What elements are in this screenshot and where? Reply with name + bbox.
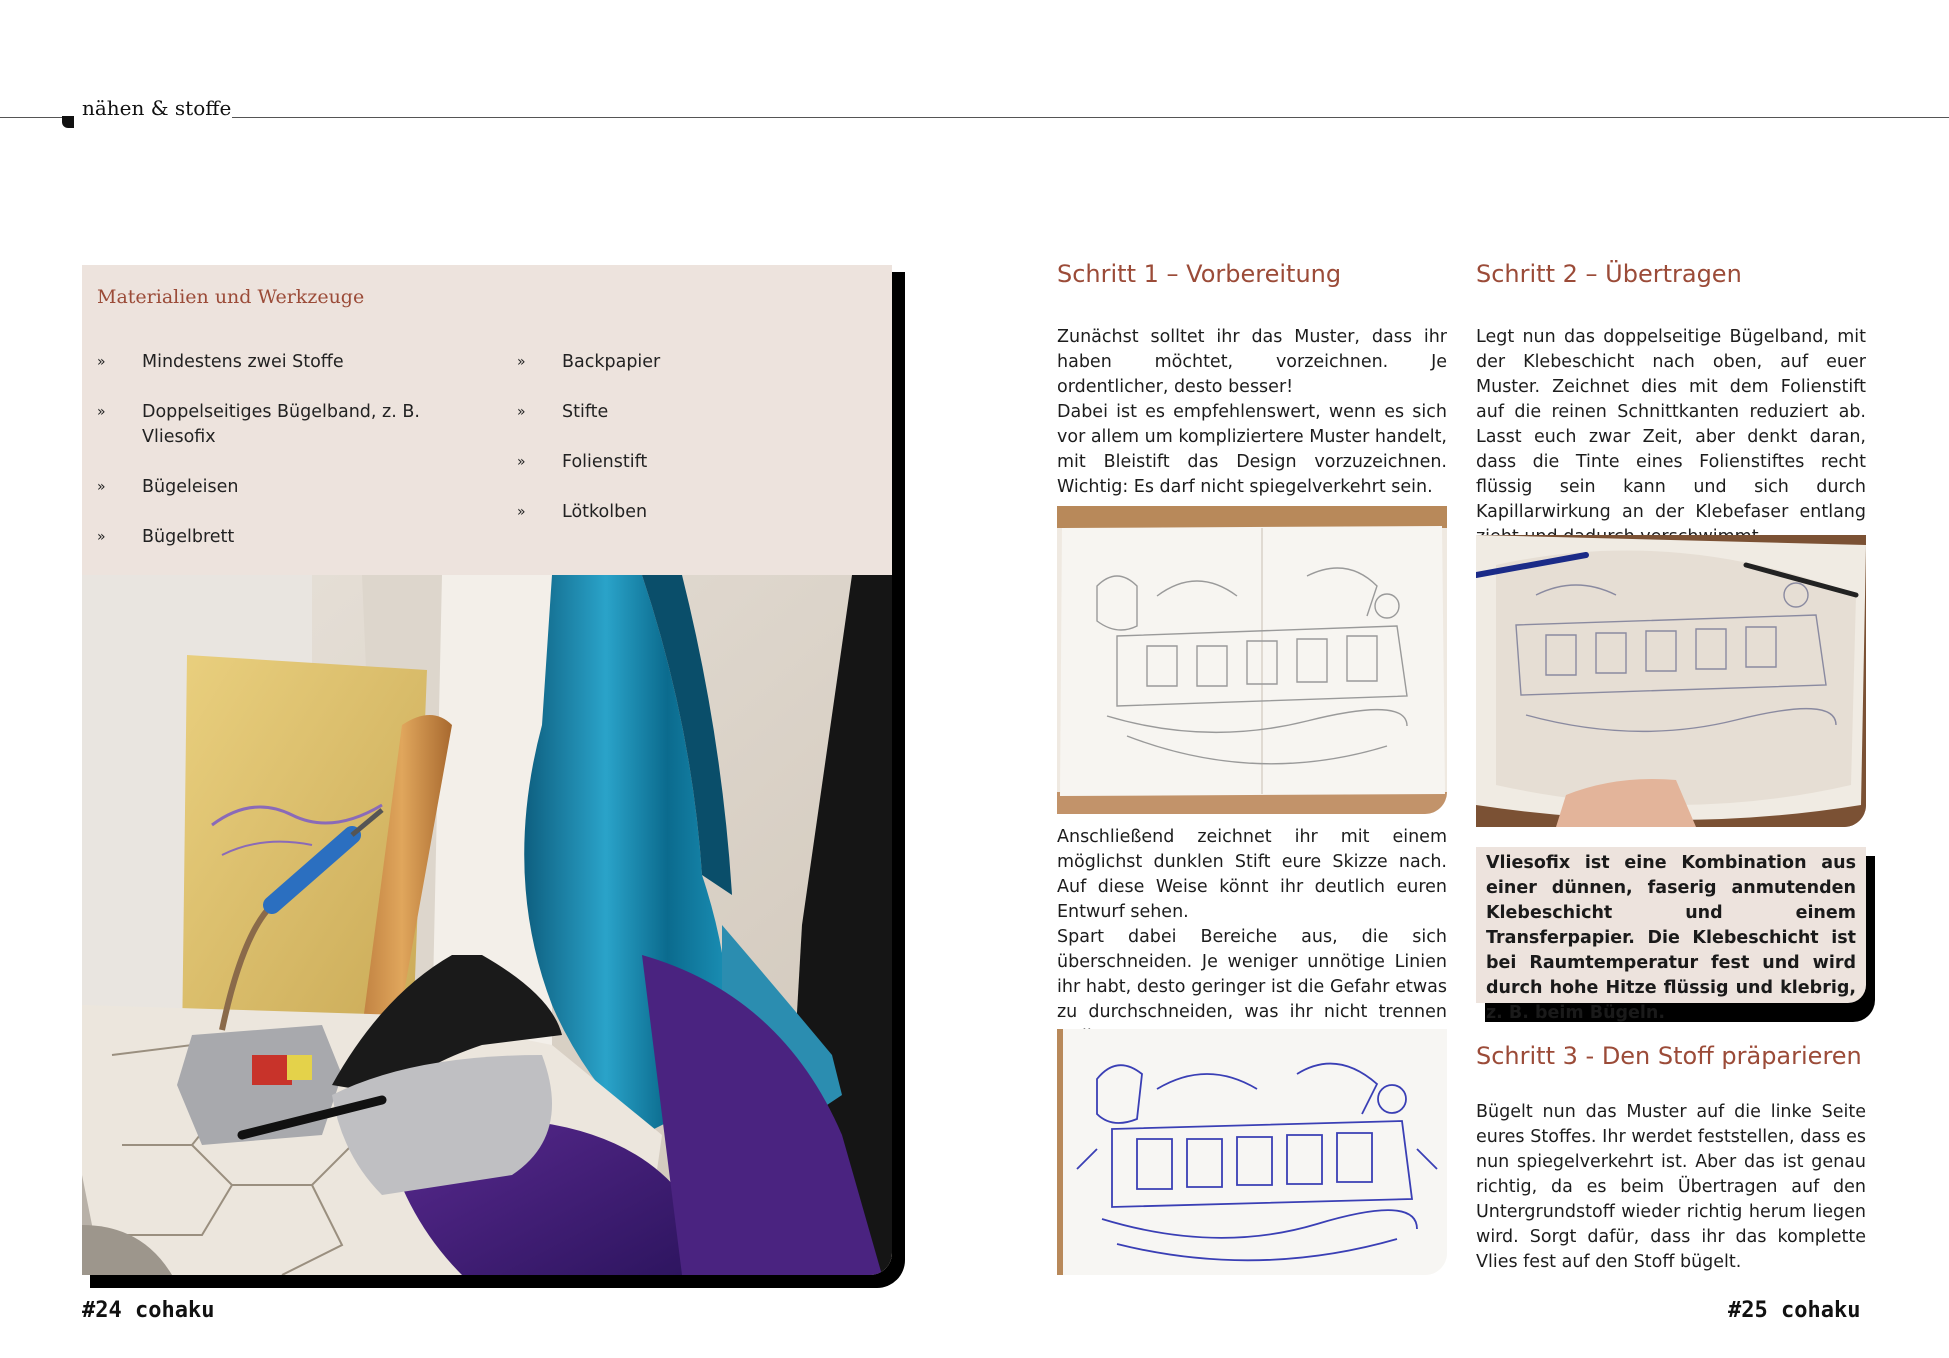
step2-title: Schritt 2 – Übertragen (1476, 260, 1742, 288)
tracing-illustration (1476, 535, 1866, 827)
bullet-icon: » (517, 504, 526, 520)
header-rule-left (0, 117, 62, 118)
bullet-icon: » (517, 454, 526, 470)
step2-text: Legt nun das doppelseitige Bügelband, mit der Klebeschicht nach oben, auf euer Muster. Zeichnet dies mit dem Folienstift auf die reinen Schnittkanten reduziert ab. Lasst euch zwar Zeit, aber denkt daran, dass die Tinte eines Folienstiftes recht flüssig sein kann und sich durch Kapillarwirkung an der Klebefaser entlang (1476, 327, 1866, 522)
tools-photo-illustration (82, 575, 892, 1275)
list-item: » Backpapier (502, 350, 882, 375)
list-item: » Stifte (502, 400, 882, 425)
list-item: » Bügelbrett (82, 525, 462, 550)
bullet-icon: » (517, 354, 526, 370)
vliesofix-note: Vliesofix ist eine Kombination aus einer dünnen, faserig anmutenden Klebeschicht und einem Transferpapier. Die Klebeschicht ist bei Raumtemperatur fest und wird durch hohe Hitze flüssig und klebrig, z. B. beim Bügeln. (1476, 847, 1866, 1003)
materials-panel (82, 265, 892, 1275)
bullet-icon: » (97, 404, 106, 420)
pencil-sketch-photo (1057, 506, 1447, 814)
step1-text-a: Zunächst solltet ihr das Muster, dass ihr haben möchtet, vorzeichnen. Je ordentlicher, desto besser! Dabei ist es empfehlenswert, wenn es sich vor allem um kompliziertere Muster handelt, mit Bleistift das Design vorzuzeichnen. Wichtig: Es darf nicht spiegelverkehrt sein. (1057, 327, 1447, 497)
ink-sketch-illustration (1057, 1029, 1447, 1275)
ink-sketch-photo (1057, 1029, 1447, 1275)
list-item: » Mindestens zwei Stoffe (82, 350, 462, 375)
header-rule-right (232, 117, 1949, 118)
pencil-sketch-illustration (1057, 506, 1447, 814)
materials-list-left (82, 350, 462, 575)
step3-title: Schritt 3 - Den Stoff präparieren (1476, 1042, 1862, 1070)
bullet-icon: » (97, 529, 106, 545)
page-number-left: #24 cohaku (82, 1298, 215, 1323)
tools-photo (82, 575, 892, 1275)
materials-title: Materialien und Werkzeuge (97, 286, 365, 308)
list-item: » Doppelseitiges Bügelband, z. B. Vliesofix (82, 400, 462, 450)
materials-box (82, 265, 892, 575)
bullet-icon: » (97, 479, 106, 495)
bullet-icon: » (517, 404, 526, 420)
section-label: nähen & stoffe (82, 96, 232, 120)
list-item: » Bügeleisen (82, 475, 462, 500)
header-marker (62, 116, 74, 128)
list-item: » Folienstift (502, 450, 882, 475)
page-number-right: #25 cohaku (1728, 1298, 1861, 1323)
bullet-icon: » (97, 354, 106, 370)
step1-title: Schritt 1 – Vorbereitung (1057, 260, 1342, 288)
step1-text-b: Anschließend zeichnet ihr mit einem möglichst dunklen Stift eure Skizze nach. Auf diese Weise könnt ihr deutlich euren Entwurf sehen. Spart dabei Bereiche aus, die sich überschneiden. Je weniger unnötige Linien ihr habt, desto geringer ist die Gefahr etwas zu durchschneiden, was ihr nicht trennen (1057, 827, 1447, 1022)
materials-list-right (502, 350, 882, 550)
step3-text: Bügelt nun das Muster auf die linke Seite eures Stoffes. Ihr werdet feststellen, dass es nun spiegelverkehrt ist. Aber das ist genau richtig, da es beim Übertragen auf den Untergrundstoff wieder richtig herum liegen wird. Sorgt dafür, dass ihr das komplette Vlies fest auf den Stoff bügelt. (1476, 1102, 1866, 1272)
list-item: » Lötkolben (502, 500, 882, 525)
tracing-photo (1476, 535, 1866, 827)
